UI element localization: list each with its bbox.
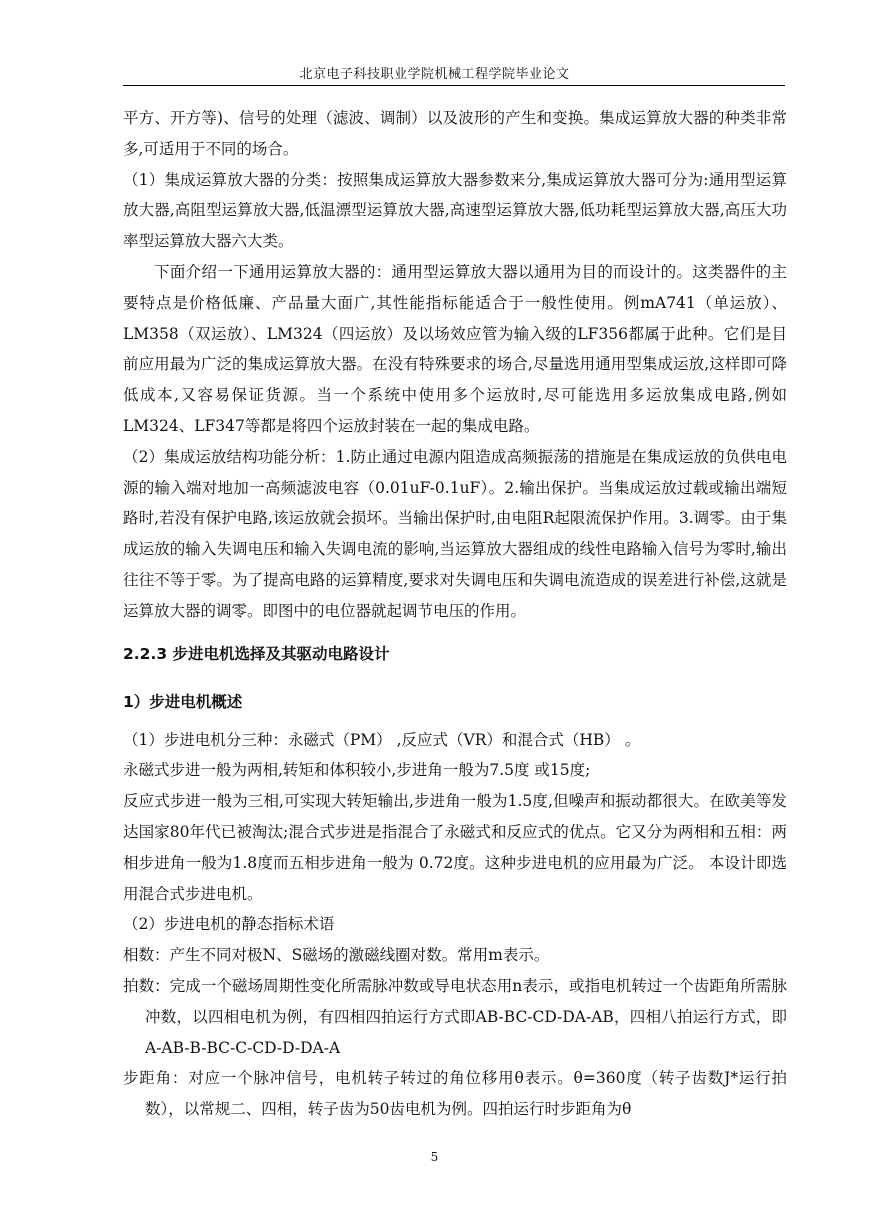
paragraph-stepper-types: （1）步进电机分三种：永磁式（PM） ,反应式（VR）和混合式（HB） 。: [123, 730, 641, 749]
paragraph-opamp-structure: （2）集成运放结构功能分析：1.防止通过电源内阻造成高频振荡的措施是在集成运放的负供电电源的输入端对地加一高频滤波电容（0.01uF-0.1uF）。2.输出保护。当集成运放过载或输出端短路时,若没有保护电路,该运放就会损坏。当输出保护时,由电阻R起限流保护作用。3.调零。由于集成运放的输入失调电压和输入失调电流的影响,当运算放大器组成的线性电路输入信号为零时,输出往往不等于零。为了提高电路的运算精度,要求对失调电压和失调电流造成的误差进行补偿,这就是运算放大器的调零。即图中的电位器就起调节电压的作用。: [123, 447, 787, 620]
header-title: 北京电子科技职业学院机械工程学院毕业论文: [299, 67, 570, 82]
paragraph-pm-stepper: 永磁式步进一般为两相,转矩和体积较小,步进角一般为7.5度 或15度;: [123, 761, 591, 780]
paragraph-step-angle: 步距角：对应一个脉冲信号，电机转子转过的角位移用θ表示。θ=360度（转子齿数J*运行拍数），以常规二、四相，转子齿为50齿电机为例。四拍运行时步距角为θ: [123, 1069, 787, 1119]
subsection-heading-stepper-overview: 1）步进电机概述: [123, 692, 243, 711]
paragraph-beat-count: 拍数：完成一个磁场周期性变化所需脉冲数或导电状态用n表示，或指电机转过一个齿距角所需脉冲数，以四相电机为例，有四相四拍运行方式即AB-BC-CD-DA-AB，四相八拍运行方式，即A-AB-B-BC-C-CD-D-DA-A: [123, 976, 787, 1057]
paragraph-vr-hb-stepper: 反应式步进一般为三相,可实现大转矩输出,步进角一般为1.5度,但噪声和振动都很大。在欧美等发达国家80年代已被淘汰;混合式步进是指混合了永磁式和反应式的优点。它又分为两相和五相：两相步进角一般为1.8度而五相步进角一般为 0.72度。这种步进电机的应用最为广泛。 本设计即选用混合式步进电机。: [123, 792, 787, 903]
paragraph-general-opamp: 下面介绍一下通用运算放大器的：通用型运算放大器以通用为目的而设计的。这类器件的主要特点是价格低廉、产品量大面广,其性能指标能适合于一般性使用。例mA741（单运放）、LM358（双运放）、LM324（四运放）及以场效应管为输入级的LF356都属于此种。它们是目前应用最为广泛的集成运算放大器。在没有特殊要求的场合,尽量选用通用型集成运放,这样即可降低成本,又容易保证货源。当一个系统中使用多个运放时,尽可能选用多运放集成电路,例如LM324、LF347等都是将四个运放封装在一起的集成电路。: [123, 262, 787, 435]
page-body: [123, 103, 787, 1125]
paragraph-static-terms-title: （2）步进电机的静态指标术语: [123, 915, 335, 934]
page-number: 5: [430, 1150, 439, 1164]
paragraph-opamp-classification: （1）集成运算放大器的分类：按照集成运算放大器参数来分,集成运算放大器可分为:通用型运算放大器,高阻型运算放大器,低温漂型运算放大器,高速型运算放大器,低功耗型运算放大器,高压大功率型运算放大器六大类。: [123, 170, 787, 251]
section-heading-2-2-3: 2.2.3 步进电机选择及其驱动电路设计: [123, 644, 390, 663]
header-divider: [123, 85, 785, 86]
paragraph-intro-continued: 平方、开方等)、信号的处理（滤波、调制）以及波形的产生和变换。集成运算放大器的种类非常多,可适用于不同的场合。: [123, 109, 787, 158]
paragraph-phase-count: 相数：产生不同对极N、S磁场的激磁线圈对数。常用m表示。: [123, 946, 550, 965]
